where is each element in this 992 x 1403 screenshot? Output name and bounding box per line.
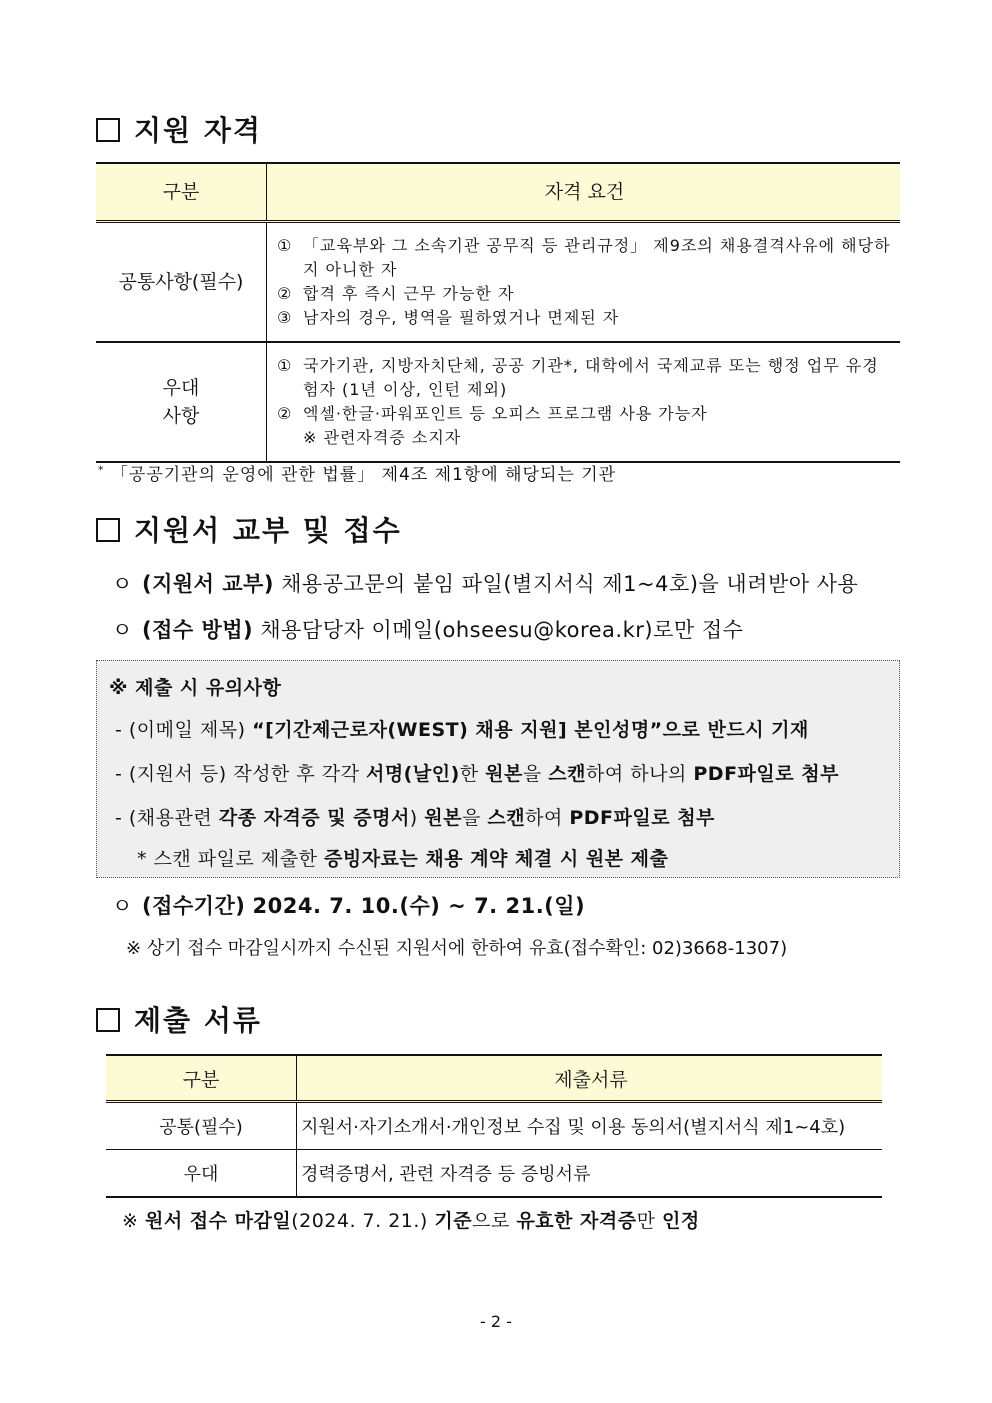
text: * 스캔 파일로 제출한 [137,848,324,870]
section-title-text: 제출 서류 [134,1004,262,1037]
notice-line-certificates [115,803,715,830]
item-text: 채용담당자 이메일(ohseesu@korea.kr)로만 접수 [260,618,744,642]
text: 을 [461,807,488,829]
header-requirement: 자격 요건 [267,163,901,222]
application-item-period [112,890,585,920]
checkbox-square-icon [96,1008,120,1032]
list-item [277,234,892,282]
list-item [277,354,892,402]
item-text: 남자의 경우, 병역을 필하였거나 면제된 자 [303,307,620,327]
bullet-icon: ㅇ [112,572,133,596]
label-line: 우대 [162,376,200,399]
item-text: 합격 후 즉시 근무 가능한 자 [303,283,515,303]
text: - (채용관련 [115,807,219,829]
text: (2024. 7. 21.) [291,1210,435,1232]
checkbox-square-icon [96,518,120,542]
row-label-common: 공통사항(필수) [96,222,267,342]
row-content-preferred [267,342,901,462]
table-row [106,1102,882,1150]
checkbox-square-icon [96,118,120,142]
text: 하여 하나의 [586,763,694,785]
table-row [96,222,900,342]
text-bold: 증빙자료는 채용 계약 체결 시 원본 제출 [324,848,669,870]
item-text: 2024. 7. 10.(수) ~ 7. 21.(일) [252,894,586,918]
table-header-row [106,1055,882,1102]
text-bold: 인정 [662,1210,700,1232]
item-number: ② [277,283,293,303]
application-item-form [112,568,858,598]
final-note [122,1206,700,1233]
item-number: ② [277,403,293,423]
label-line: 사항 [162,404,200,427]
text-bold: 기준 [434,1210,473,1232]
bullet-icon: ㅇ [112,618,133,642]
section-title-text: 지원 자격 [134,114,262,147]
list-item [277,306,892,330]
list-item [277,402,892,426]
section-title-qualification [96,114,262,148]
page-number: - 2 - [480,1312,512,1331]
row-label: 공통(필수) [106,1102,297,1150]
row-label-preferred [96,342,267,462]
section-title-documents [96,1004,262,1038]
row-label: 우대 [106,1150,297,1198]
header-documents: 제출서류 [297,1055,883,1102]
item-number: ③ [277,307,293,327]
bullet-icon: ㅇ [112,894,133,918]
text-bold: 원본 [424,807,462,829]
text-bold: 유효한 자격증 [516,1210,637,1232]
text-bold: 서명(날인) [365,763,460,785]
notice-title-text: ※ 제출 시 유의사항 [109,677,282,699]
list-item [277,282,892,306]
item-text: 「교육부와 그 소속기관 공무직 등 관리규정」 제9조의 채용결격사유에 해당하지 아니한 자 [303,235,891,279]
item-label: (지원서 교부) [142,572,274,596]
text: - (이메일 제목) [115,719,253,741]
notice-line-form [115,759,839,786]
item-label: (접수 방법) [142,618,254,642]
text-bold: PDF파일로 첨부 [569,807,715,829]
table-row [106,1150,882,1198]
period-note: ※ 상기 접수 마감일시까지 수신된 지원서에 한하여 유효(접수확인: 02)3668-1307) [126,938,788,959]
text-bold: 원서 접수 마감일 [144,1210,292,1232]
section-title-application [96,514,402,548]
item-text: 국가기관, 지방자치단체, 공공 기관*, 대학에서 국제교류 또는 행정 업무 유경험자 (1년 이상, 인턴 제외) [303,355,879,399]
qualification-table [96,162,900,463]
item-text: 채용공고문의 붙임 파일(별지서식 제1~4호)을 내려받아 사용 [281,572,859,596]
text: 하여 [525,807,570,829]
text-bold: 원본 [485,763,523,785]
row-value: 경력증명서, 관련 자격증 등 증빙서류 [297,1150,883,1198]
table-footnote [98,460,616,485]
row-content-common [267,222,901,342]
text-bold: 각종 자격증 및 증명서 [218,807,410,829]
text: 을 [522,763,549,785]
text: ※ [122,1210,145,1232]
notice-line-scan [137,844,668,871]
application-item-method [112,614,743,644]
submission-notice-box [96,660,900,878]
item-number: ① [277,355,293,375]
section-title-text: 지원서 교부 및 접수 [134,514,402,547]
row-value: 지원서·자기소개서·개인정보 수집 및 이용 동의서(별지서식 제1~4호) [297,1102,883,1150]
sub-note: ※ 관련자격증 소지자 [303,427,462,447]
footnote-mark: * [98,463,105,477]
item-number: ① [277,235,293,255]
text: - (지원서 등) 작성한 후 각각 [115,763,366,785]
text-bold: “[기간제근로자(WEST) 채용 지원] 본인성명”으로 반드시 기재 [252,719,809,741]
header-category: 구분 [106,1055,297,1102]
documents-table [106,1054,882,1198]
text-bold: 스캔 [487,807,526,829]
text-bold: PDF파일로 첨부 [693,763,839,785]
text-bold: 스캔 [548,763,587,785]
notice-title [109,673,281,700]
text: ) [409,807,425,829]
header-category: 구분 [96,163,267,222]
table-row [96,342,900,462]
text: 만 [636,1210,662,1232]
notice-line-email [115,715,809,742]
text: 한 [459,763,486,785]
item-text: 엑셀·한글·파워포인트 등 오피스 프로그램 사용 가능자 [303,403,708,423]
footnote-text: 「공공기관의 운영에 관한 법률」 제4조 제1항에 해당되는 기관 [110,465,617,485]
text: 으로 [472,1210,517,1232]
item-label: (접수기간) [142,894,246,918]
table-header-row [96,163,900,222]
